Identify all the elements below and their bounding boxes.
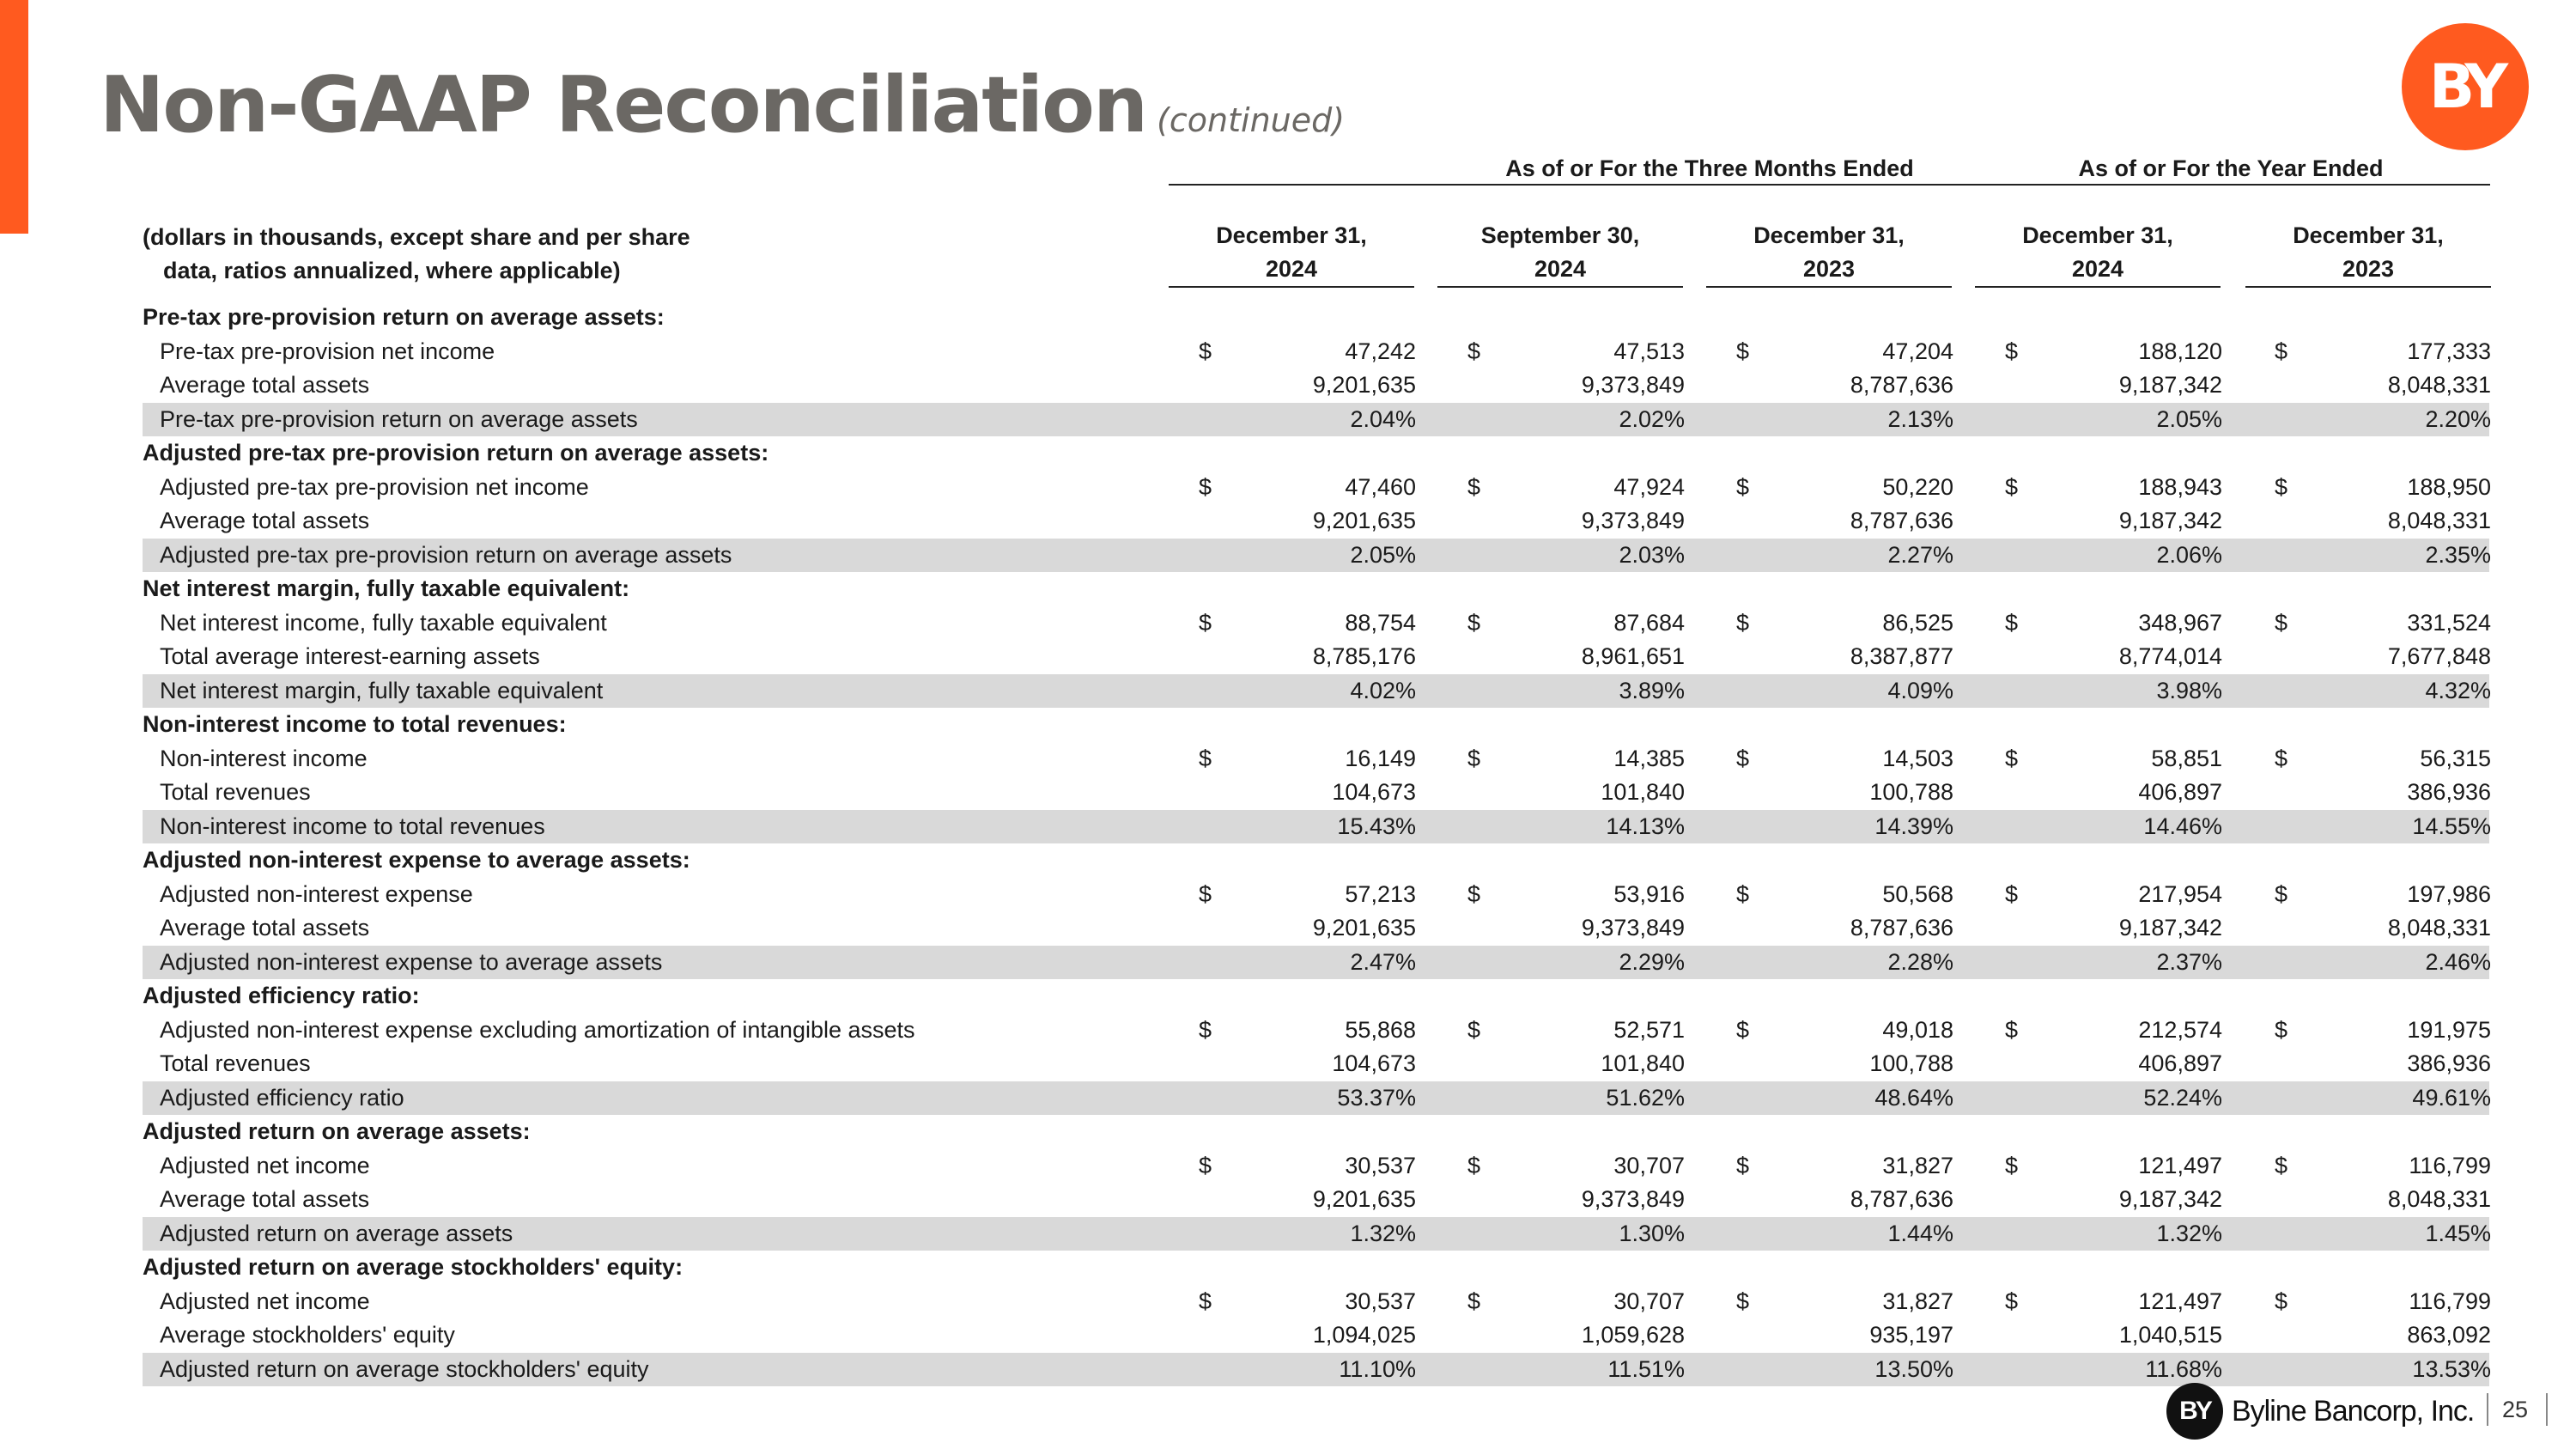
cell-value: 116,799: [2409, 1152, 2491, 1178]
cell-value: 14.39%: [1874, 813, 1953, 839]
cell-value: 9,201,635: [1312, 508, 1416, 533]
title-block: [100, 60, 1345, 150]
currency-symbol: $: [2005, 745, 2019, 771]
cell-value: 88,754: [1345, 609, 1416, 636]
cell-value: 11.68%: [2145, 1355, 2222, 1382]
currency-symbol: $: [1467, 745, 1481, 771]
footer-divider: [2487, 1393, 2488, 1426]
row-label: Pre-tax pre-provision return on average assets: [160, 405, 638, 432]
table-row: [143, 1183, 2489, 1217]
column-header-line2: 2023: [1802, 256, 1856, 282]
currency-symbol: $: [2005, 609, 2019, 636]
column-header-line1: December 31,: [1753, 222, 1905, 248]
row-label: Average stockholders' equity: [160, 1322, 455, 1348]
cell-value: 188,120: [2138, 338, 2222, 364]
page-number: 25: [2502, 1397, 2529, 1422]
table-row: [143, 1285, 2489, 1319]
currency-symbol: $: [1467, 473, 1481, 500]
section-title: Adjusted non-interest expense to average assets:: [143, 847, 690, 873]
cell-value: 2.47%: [1350, 948, 1416, 975]
cell-value: 53.37%: [1337, 1084, 1416, 1111]
table-row: [143, 878, 2489, 912]
section-header-row: [143, 1115, 2489, 1149]
cell-value: 9,187,342: [2118, 915, 2222, 941]
cell-value: 14.13%: [1606, 813, 1685, 839]
cell-value: 15.43%: [1337, 813, 1416, 839]
cell-value: 191,975: [2407, 1016, 2491, 1043]
cell-value: 212,574: [2138, 1016, 2222, 1043]
section-header-row: [143, 1251, 2489, 1285]
cell-value: 47,242: [1345, 338, 1416, 364]
cell-value: 8,787,636: [1850, 915, 1953, 941]
currency-symbol: $: [1736, 1152, 1750, 1178]
cell-value: 188,943: [2138, 473, 2222, 500]
cell-value: 9,373,849: [1581, 1186, 1685, 1212]
currency-symbol: $: [2275, 338, 2288, 364]
cell-value: 121,497: [2138, 1152, 2222, 1178]
row-label: Non-interest income: [160, 745, 368, 771]
currency-symbol: $: [2005, 473, 2019, 500]
cell-value: 49.61%: [2412, 1084, 2491, 1111]
currency-symbol: $: [1199, 473, 1212, 500]
cell-value: 53,916: [1613, 880, 1685, 907]
currency-symbol: $: [1467, 1288, 1481, 1314]
cell-value: 8,048,331: [2387, 372, 2491, 398]
cell-value: 4.32%: [2425, 677, 2491, 703]
cell-value: 48.64%: [1874, 1084, 1953, 1111]
cell-value: 406,897: [2138, 1050, 2222, 1076]
column-header: [1975, 219, 2221, 288]
table-row: [143, 504, 2489, 539]
cell-value: 47,460: [1345, 473, 1416, 500]
cell-value: 30,537: [1345, 1152, 1416, 1178]
row-label: Pre-tax pre-provision net income: [160, 338, 495, 364]
currency-symbol: $: [1199, 1152, 1212, 1178]
table-row: [143, 674, 2489, 709]
cell-value: 49,018: [1882, 1016, 1953, 1043]
cell-value: 9,187,342: [2118, 1186, 2222, 1212]
cell-value: 14,385: [1613, 745, 1685, 771]
footer-divider: [2546, 1393, 2548, 1426]
cell-value: 87,684: [1613, 609, 1685, 636]
cell-value: 2.02%: [1619, 405, 1685, 432]
currency-symbol: $: [1199, 880, 1212, 907]
cell-value: 52.24%: [2143, 1084, 2222, 1111]
currency-symbol: $: [1736, 1016, 1750, 1043]
section-header-row: [143, 843, 2489, 878]
cell-value: 4.02%: [1350, 677, 1416, 703]
cell-value: 50,220: [1882, 473, 1953, 500]
row-label: Average total assets: [160, 1186, 370, 1212]
brand-logo-text: BY: [2428, 52, 2502, 122]
currency-symbol: $: [2275, 473, 2288, 500]
table-row: [143, 776, 2489, 810]
cell-value: 2.29%: [1619, 948, 1685, 975]
footer-logo: [2166, 1383, 2474, 1440]
currency-symbol: $: [2005, 338, 2019, 364]
footer-logo-mark-text: BY: [2179, 1397, 2210, 1425]
cell-value: 100,788: [1869, 1050, 1953, 1076]
table-row: [143, 640, 2489, 674]
cell-value: 8,774,014: [2118, 643, 2222, 669]
column-header-line1: December 31,: [1216, 222, 1367, 248]
cell-value: 197,986: [2407, 880, 2491, 907]
cell-value: 8,048,331: [2387, 508, 2491, 533]
reconciliation-table: [143, 301, 2489, 1386]
cell-value: 2.27%: [1887, 541, 1953, 568]
cell-value: 3.98%: [2156, 677, 2222, 703]
currency-symbol: $: [1467, 880, 1481, 907]
column-header-line1: December 31,: [2022, 222, 2173, 248]
row-label: Adjusted non-interest expense: [160, 880, 473, 907]
cell-value: 2.06%: [2156, 541, 2222, 568]
cell-value: 8,785,176: [1312, 643, 1416, 669]
table-row: [143, 368, 2489, 403]
currency-symbol: $: [1467, 609, 1481, 636]
table-row: [143, 911, 2489, 946]
column-header: [2245, 219, 2491, 288]
cell-value: 348,967: [2138, 609, 2222, 636]
row-label: Net interest margin, fully taxable equivalent: [160, 677, 604, 703]
caption-line-1: (dollars in thousands, except share and per share: [143, 224, 690, 250]
cell-value: 217,954: [2138, 880, 2222, 907]
section-title: Adjusted return on average assets:: [143, 1118, 531, 1144]
section-header-row: [143, 301, 2489, 335]
currency-symbol: $: [2005, 880, 2019, 907]
table-row: [143, 742, 2489, 776]
cell-value: 331,524: [2407, 609, 2491, 636]
cell-value: 121,497: [2138, 1288, 2222, 1314]
cell-value: 2.04%: [1350, 405, 1416, 432]
currency-symbol: $: [2275, 1288, 2288, 1314]
cell-value: 1.32%: [1350, 1220, 1416, 1246]
currency-symbol: $: [2275, 745, 2288, 771]
row-label: Adjusted pre-tax pre-provision return on average assets: [160, 541, 732, 568]
cell-value: 1.30%: [1619, 1220, 1685, 1246]
caption-line-2: data, ratios annualized, where applicable): [163, 258, 621, 283]
cell-value: 14,503: [1882, 745, 1953, 771]
currency-symbol: $: [2275, 1016, 2288, 1043]
table-row: [143, 1149, 2489, 1184]
currency-symbol: $: [2275, 880, 2288, 907]
table-row: [143, 1217, 2489, 1251]
section-title: Adjusted pre-tax pre-provision return on average assets:: [143, 440, 769, 466]
currency-symbol: $: [1199, 609, 1212, 636]
row-label: Adjusted non-interest expense excluding amortization of intangible assets: [160, 1016, 915, 1043]
column-header-line1: December 31,: [2293, 222, 2444, 248]
cell-value: 47,513: [1613, 338, 1685, 364]
row-label: Average total assets: [160, 915, 370, 941]
section-title: Adjusted efficiency ratio:: [143, 983, 420, 1008]
table-row: [143, 1353, 2489, 1387]
cell-value: 30,537: [1345, 1288, 1416, 1314]
cell-value: 8,787,636: [1850, 372, 1953, 398]
row-label: Average total assets: [160, 372, 370, 398]
cell-value: 104,673: [1332, 779, 1416, 805]
column-header: [1706, 219, 1952, 288]
cell-value: 11.10%: [1339, 1355, 1416, 1382]
currency-symbol: $: [2005, 1016, 2019, 1043]
group-header-three-months: As of or For the Three Months Ended: [1169, 153, 2251, 186]
row-label: Adjusted net income: [160, 1288, 370, 1314]
cell-value: 386,936: [2407, 779, 2491, 805]
cell-value: 8,048,331: [2387, 915, 2491, 941]
group-header-year: As of or For the Year Ended: [1971, 153, 2490, 186]
cell-value: 101,840: [1601, 779, 1685, 805]
currency-symbol: $: [1736, 338, 1750, 364]
cell-value: 9,187,342: [2118, 508, 2222, 533]
currency-symbol: $: [1467, 1016, 1481, 1043]
cell-value: 86,525: [1882, 609, 1953, 636]
column-header: [1437, 219, 1683, 288]
footer-logo-mark: [2166, 1383, 2223, 1440]
currency-symbol: $: [1736, 745, 1750, 771]
row-label: Adjusted efficiency ratio: [160, 1084, 404, 1111]
row-label: Adjusted return on average assets: [160, 1220, 513, 1246]
accent-bar: [0, 0, 28, 234]
row-label: Total revenues: [160, 779, 311, 805]
section-title: Pre-tax pre-provision return on average assets:: [143, 304, 665, 330]
currency-symbol: $: [2005, 1152, 2019, 1178]
cell-value: 8,787,636: [1850, 508, 1953, 533]
table-row: [143, 1014, 2489, 1048]
cell-value: 9,201,635: [1312, 915, 1416, 941]
cell-value: 8,387,877: [1850, 643, 1953, 669]
cell-value: 104,673: [1332, 1050, 1416, 1076]
column-header: [1169, 219, 1414, 288]
cell-value: 100,788: [1869, 779, 1953, 805]
section-header-row: [143, 979, 2489, 1014]
row-label: Adjusted return on average stockholders' equity: [160, 1355, 649, 1382]
cell-value: 9,373,849: [1581, 372, 1685, 398]
section-title: Non-interest income to total revenues:: [143, 711, 567, 737]
section-header-row: [143, 708, 2489, 742]
table-row: [143, 403, 2489, 437]
column-header-line2: 2024: [2071, 256, 2124, 282]
cell-value: 9,201,635: [1312, 1186, 1416, 1212]
table-row: [143, 1047, 2489, 1081]
cell-value: 188,950: [2407, 473, 2491, 500]
cell-value: 2.37%: [2156, 948, 2222, 975]
row-label: Adjusted pre-tax pre-provision net income: [160, 473, 589, 500]
cell-value: 1.44%: [1887, 1220, 1953, 1246]
row-label: Total revenues: [160, 1050, 311, 1076]
cell-value: 9,187,342: [2118, 372, 2222, 398]
row-label: Non-interest income to total revenues: [160, 813, 545, 839]
cell-value: 16,149: [1345, 745, 1416, 771]
column-header-line2: 2024: [1265, 256, 1318, 282]
table-row: [143, 606, 2489, 641]
cell-value: 9,373,849: [1581, 508, 1685, 533]
table-row: [143, 1081, 2489, 1116]
table-row: [143, 539, 2489, 573]
page-subtitle: (continued): [1157, 101, 1346, 139]
cell-value: 2.05%: [2156, 405, 2222, 432]
brand-logo: [2402, 23, 2529, 150]
table-caption: [143, 221, 690, 288]
cell-value: 2.46%: [2425, 948, 2491, 975]
table-row: [143, 1318, 2489, 1353]
currency-symbol: $: [2275, 609, 2288, 636]
currency-symbol: $: [2005, 1288, 2019, 1314]
cell-value: 51.62%: [1606, 1084, 1685, 1111]
cell-value: 2.13%: [1887, 405, 1953, 432]
cell-value: 1,094,025: [1312, 1322, 1416, 1348]
cell-value: 55,868: [1345, 1016, 1416, 1043]
column-header-line2: 2023: [2342, 256, 2395, 282]
currency-symbol: $: [2275, 1152, 2288, 1178]
cell-value: 47,204: [1882, 338, 1953, 364]
row-label: Adjusted non-interest expense to average assets: [160, 948, 663, 975]
column-header-line2: 2024: [1534, 256, 1587, 282]
currency-symbol: $: [1736, 609, 1750, 636]
cell-value: 101,840: [1601, 1050, 1685, 1076]
table-row: [143, 810, 2489, 844]
cell-value: 406,897: [2138, 779, 2222, 805]
table-row: [143, 946, 2489, 980]
cell-value: 8,961,651: [1581, 643, 1685, 669]
cell-value: 116,799: [2409, 1288, 2491, 1314]
cell-value: 14.46%: [2143, 813, 2222, 839]
cell-value: 1,059,628: [1581, 1322, 1685, 1348]
table-row: [143, 335, 2489, 369]
cell-value: 8,048,331: [2387, 1186, 2491, 1212]
cell-value: 13.53%: [2412, 1355, 2491, 1382]
section-header-row: [143, 572, 2489, 606]
table-row: [143, 471, 2489, 505]
cell-value: 13.50%: [1874, 1355, 1953, 1382]
cell-value: 935,197: [1869, 1322, 1953, 1348]
row-label: Total average interest-earning assets: [160, 643, 540, 669]
section-title: Net interest margin, fully taxable equivalent:: [143, 575, 630, 601]
cell-value: 386,936: [2407, 1050, 2491, 1076]
currency-symbol: $: [1199, 1016, 1212, 1043]
cell-value: 2.05%: [1350, 541, 1416, 568]
cell-value: 30,707: [1613, 1288, 1685, 1314]
currency-symbol: $: [1199, 745, 1212, 771]
section-title: Adjusted return on average stockholders' equity:: [143, 1254, 683, 1280]
cell-value: 56,315: [2420, 745, 2491, 771]
cell-value: 7,677,848: [2387, 643, 2491, 669]
cell-value: 863,092: [2407, 1322, 2491, 1348]
cell-value: 3.89%: [1619, 677, 1685, 703]
footer-brand-name: Byline Bancorp, Inc.: [2232, 1394, 2475, 1428]
cell-value: 2.35%: [2425, 541, 2491, 568]
cell-value: 1.32%: [2156, 1220, 2222, 1246]
cell-value: 177,333: [2407, 338, 2491, 364]
cell-value: 31,827: [1882, 1288, 1953, 1314]
cell-value: 2.28%: [1887, 948, 1953, 975]
cell-value: 9,373,849: [1581, 915, 1685, 941]
section-header-row: [143, 436, 2489, 471]
cell-value: 47,924: [1613, 473, 1685, 500]
cell-value: 57,213: [1345, 880, 1416, 907]
cell-value: 4.09%: [1887, 677, 1953, 703]
column-header-line1: September 30,: [1480, 222, 1640, 248]
cell-value: 1.45%: [2425, 1220, 2491, 1246]
page-title: Non-GAAP Reconciliation: [100, 60, 1147, 150]
currency-symbol: $: [1736, 473, 1750, 500]
currency-symbol: $: [1199, 338, 1212, 364]
cell-value: 1,040,515: [2118, 1322, 2222, 1348]
cell-value: 58,851: [2151, 745, 2222, 771]
currency-symbol: $: [1467, 1152, 1481, 1178]
cell-value: 52,571: [1613, 1016, 1685, 1043]
row-label: Net interest income, fully taxable equivalent: [160, 609, 607, 636]
row-label: Adjusted net income: [160, 1152, 370, 1178]
cell-value: 2.03%: [1619, 541, 1685, 568]
currency-symbol: $: [1736, 880, 1750, 907]
currency-symbol: $: [1467, 338, 1481, 364]
cell-value: 31,827: [1882, 1152, 1953, 1178]
currency-symbol: $: [1736, 1288, 1750, 1314]
cell-value: 50,568: [1882, 880, 1953, 907]
cell-value: 11.51%: [1607, 1355, 1685, 1382]
cell-value: 30,707: [1613, 1152, 1685, 1178]
row-label: Average total assets: [160, 508, 370, 533]
currency-symbol: $: [1199, 1288, 1212, 1314]
cell-value: 8,787,636: [1850, 1186, 1953, 1212]
cell-value: 9,201,635: [1312, 372, 1416, 398]
cell-value: 2.20%: [2425, 405, 2491, 432]
cell-value: 14.55%: [2412, 813, 2491, 839]
